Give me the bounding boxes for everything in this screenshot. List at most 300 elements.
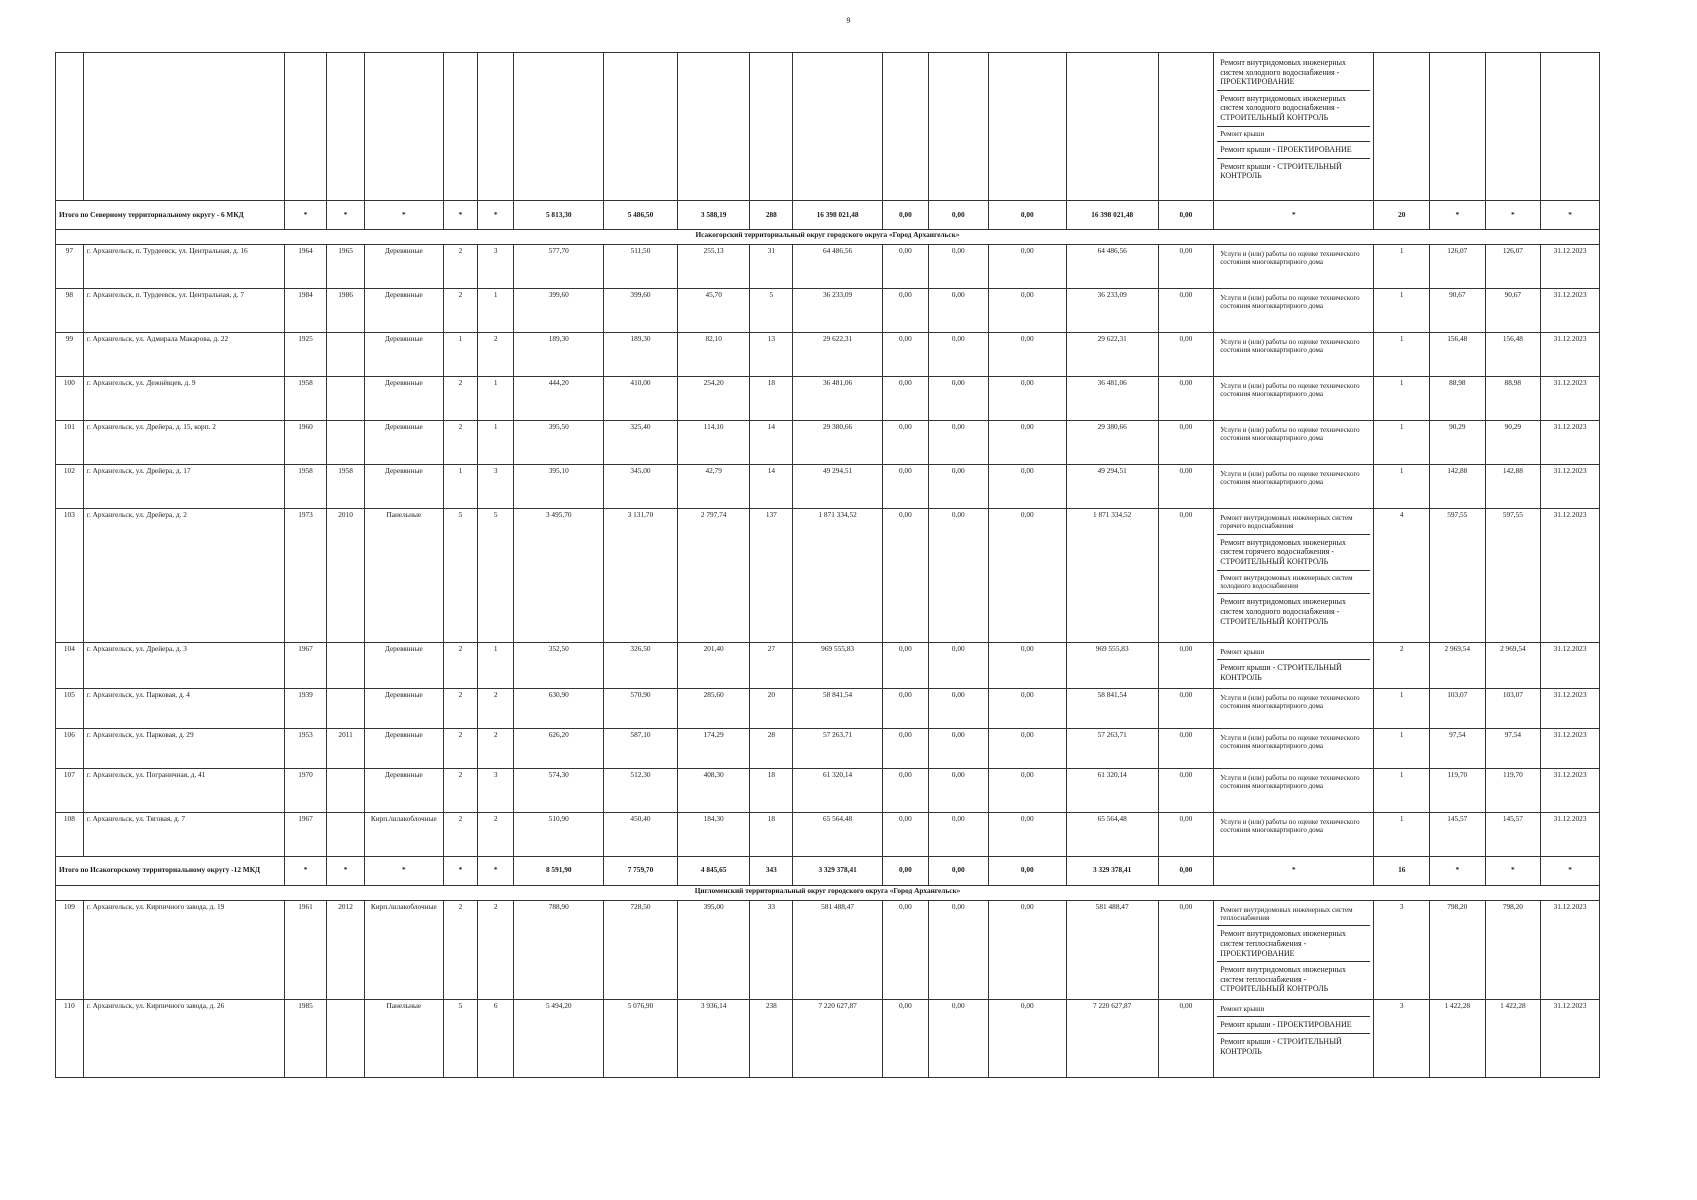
total-area: 5 813,30 (514, 201, 604, 230)
entrances: 3 (478, 768, 514, 812)
empty-cell (988, 53, 1066, 201)
empty-cell (1430, 53, 1486, 201)
building-address: г. Архангельск, ул. Дежнёвцев, д. 9 (83, 377, 284, 421)
work-item: Услуги и (или) работы по оценке технического состояния многоквартирного дома (1220, 693, 1360, 710)
total-area: 630,90 (514, 688, 604, 728)
federal-funds: 0,00 (882, 377, 928, 421)
floors: 2 (443, 421, 477, 465)
residents: 343 (750, 856, 793, 885)
work-count: 1 (1374, 768, 1430, 812)
wall-material: Деревянные (364, 421, 443, 465)
last-repair-year: * (327, 201, 364, 230)
work-item: Ремонт внутридомовых инженерных систем холодного водоснабжения - СТРОИТЕЛЬНЫЙ КОНТРОЛЬ (1220, 597, 1347, 626)
table-row (56, 812, 1600, 856)
floors: 2 (443, 900, 477, 999)
entrances: 2 (478, 728, 514, 768)
work-item: Ремонт внутридомовых инженерных систем горячего водоснабжения (1217, 511, 1370, 535)
work-item: Услуги и (или) работы по оценке технического состояния многоквартирного дома (1220, 733, 1360, 750)
residential-area: 82,10 (677, 333, 750, 377)
unit-cost: * (1430, 201, 1486, 230)
table-row (56, 289, 1600, 333)
residential-area: 174,29 (677, 728, 750, 768)
repair-cost: 36 481,06 (793, 377, 883, 421)
empty-cell (83, 53, 284, 201)
total-label: Итого по Исакогорскому территориальному округу -12 МКД (56, 856, 285, 885)
commission-year: 1984 (284, 289, 327, 333)
total-area: 3 495,70 (514, 509, 604, 643)
work-item: Услуги и (или) работы по оценке технического состояния многоквартирного дома (1220, 294, 1360, 311)
federal-funds: 0,00 (882, 201, 928, 230)
other-funds: 0,00 (1158, 333, 1214, 377)
row-number: 99 (56, 333, 84, 377)
work-count: 2 (1374, 643, 1430, 689)
unit-cost: 1 422,28 (1430, 999, 1486, 1077)
other-funds: 0,00 (1158, 377, 1214, 421)
max-unit-cost: 1 422,28 (1485, 999, 1541, 1077)
other-funds: 0,00 (1158, 421, 1214, 465)
empty-cell (327, 53, 364, 201)
wall-material: Деревянные (364, 289, 443, 333)
row-number: 104 (56, 643, 84, 689)
commission-year: 1967 (284, 812, 327, 856)
residential-area: 184,30 (677, 812, 750, 856)
row-number: 101 (56, 421, 84, 465)
works-list (1214, 643, 1374, 689)
building-address: г. Архангельск, ул. Дрейера, д. 17 (83, 465, 284, 509)
residents: 33 (750, 900, 793, 999)
completion-date: 31.12.2023 (1541, 289, 1600, 333)
table-row (56, 465, 1600, 509)
row-number: 108 (56, 812, 84, 856)
regional-funds: 0,00 (928, 421, 988, 465)
repair-cost: 581 488,47 (793, 900, 883, 999)
row-number: 98 (56, 289, 84, 333)
district-title: Цигломенский территориальный округ городского округа «Город Архангельск» (56, 885, 1600, 900)
owner-funds: 61 320,14 (1066, 768, 1158, 812)
federal-funds: 0,00 (882, 289, 928, 333)
repair-cost: 7 220 627,87 (793, 999, 883, 1077)
building-address: г. Архангельск, ул. Кирпичного завода, д. 26 (83, 999, 284, 1077)
unit-cost: 798,20 (1430, 900, 1486, 999)
building-address: г. Архангельск, ул. Дрейера, д. 15, корп. 2 (83, 421, 284, 465)
regional-funds: 0,00 (928, 728, 988, 768)
table-row (56, 421, 1600, 465)
repair-cost: 58 841,54 (793, 688, 883, 728)
empty-cell (478, 53, 514, 201)
owner-funds: 16 398 021,48 (1066, 201, 1158, 230)
floors: 2 (443, 812, 477, 856)
regional-funds: 0,00 (928, 245, 988, 289)
other-funds: 0,00 (1158, 201, 1214, 230)
residents: 31 (750, 245, 793, 289)
works-list (1214, 900, 1374, 999)
residential-area: 285,60 (677, 688, 750, 728)
total-area: 788,90 (514, 900, 604, 999)
max-unit-cost: 126,07 (1485, 245, 1541, 289)
continued-row (56, 53, 1600, 201)
max-unit-cost: * (1485, 201, 1541, 230)
work-item: Ремонт крыши - ПРОЕКТИРОВАНИЕ (1217, 142, 1370, 159)
table-row (56, 643, 1600, 689)
max-unit-cost: 145,57 (1485, 812, 1541, 856)
owner-funds: 1 871 334,52 (1066, 509, 1158, 643)
building-address: г. Архангельск, ул. Парковая, д. 4 (83, 688, 284, 728)
work-item: Ремонт крыши - ПРОЕКТИРОВАНИЕ (1217, 1017, 1370, 1034)
floors: 1 (443, 333, 477, 377)
residential-area: 201,40 (677, 643, 750, 689)
works-list (1214, 289, 1374, 333)
commission-year: 1939 (284, 688, 327, 728)
completion-date: 31.12.2023 (1541, 688, 1600, 728)
repair-cost: 36 233,09 (793, 289, 883, 333)
max-unit-cost: 90,29 (1485, 421, 1541, 465)
building-address: г. Архангельск, п. Турдеевск, ул. Центральная, д. 16 (83, 245, 284, 289)
federal-funds: 0,00 (882, 465, 928, 509)
entrances: 3 (478, 465, 514, 509)
regional-funds: 0,00 (928, 856, 988, 885)
residential-area: 408,30 (677, 768, 750, 812)
total-area: 5 494,20 (514, 999, 604, 1077)
owner-funds: 581 488,47 (1066, 900, 1158, 999)
total-area: 399,60 (514, 289, 604, 333)
municipal-funds: 0,00 (988, 465, 1066, 509)
works-list (1214, 245, 1374, 289)
repair-cost: 57 263,71 (793, 728, 883, 768)
total-area: 352,50 (514, 643, 604, 689)
residents: 14 (750, 465, 793, 509)
work-item: Ремонт внутридомовых инженерных систем холодного водоснабжения - СТРОИТЕЛЬНЫЙ КОНТРОЛЬ (1217, 91, 1370, 127)
last-repair-year: 2012 (327, 900, 364, 999)
other-funds: 0,00 (1158, 688, 1214, 728)
municipal-funds: 0,00 (988, 768, 1066, 812)
residential-area: 42,79 (677, 465, 750, 509)
other-funds: 0,00 (1158, 643, 1214, 689)
empty-cell (284, 53, 327, 201)
residential-area: 45,70 (677, 289, 750, 333)
completion-date: 31.12.2023 (1541, 421, 1600, 465)
repair-cost: 16 398 021,48 (793, 201, 883, 230)
premises-area: 325,40 (604, 421, 678, 465)
unit-cost: 97,54 (1430, 728, 1486, 768)
municipal-funds: 0,00 (988, 421, 1066, 465)
federal-funds: 0,00 (882, 333, 928, 377)
work-item: Услуги и (или) работы по оценке технического состояния многоквартирного дома (1220, 817, 1360, 834)
last-repair-year: 1958 (327, 465, 364, 509)
last-repair-year (327, 999, 364, 1077)
empty-cell (1066, 53, 1158, 201)
wall-material: Панельные (364, 509, 443, 643)
floors: 2 (443, 289, 477, 333)
work-item: Ремонт крыши (1217, 645, 1370, 660)
premises-area: 326,50 (604, 643, 678, 689)
wall-material: Деревянные (364, 333, 443, 377)
works-list (1214, 53, 1374, 201)
commission-year: 1961 (284, 900, 327, 999)
work-type: * (1214, 856, 1374, 885)
residents: 27 (750, 643, 793, 689)
table-row (56, 333, 1600, 377)
empty-cell (750, 53, 793, 201)
regional-funds: 0,00 (928, 999, 988, 1077)
wall-material: Деревянные (364, 643, 443, 689)
work-item: Ремонт внутридомовых инженерных систем теплоснабжения - ПРОЕКТИРОВАНИЕ (1217, 926, 1370, 962)
completion-date: 31.12.2023 (1541, 768, 1600, 812)
work-count: 1 (1374, 245, 1430, 289)
premises-area: 7 759,70 (604, 856, 678, 885)
municipal-funds: 0,00 (988, 509, 1066, 643)
other-funds: 0,00 (1158, 289, 1214, 333)
premises-area: 3 131,70 (604, 509, 678, 643)
floors: * (443, 201, 477, 230)
max-unit-cost: 119,70 (1485, 768, 1541, 812)
residential-area: 3 588,19 (677, 201, 750, 230)
work-count: 4 (1374, 509, 1430, 643)
empty-cell (1158, 53, 1214, 201)
residential-area: 395,00 (677, 900, 750, 999)
floors: 2 (443, 377, 477, 421)
residential-area: 3 936,14 (677, 999, 750, 1077)
last-repair-year (327, 421, 364, 465)
municipal-funds: 0,00 (988, 728, 1066, 768)
premises-area: 587,10 (604, 728, 678, 768)
works-list (1214, 421, 1374, 465)
other-funds: 0,00 (1158, 768, 1214, 812)
municipal-funds: 0,00 (988, 688, 1066, 728)
last-repair-year (327, 333, 364, 377)
total-area: 8 591,90 (514, 856, 604, 885)
floors: 2 (443, 688, 477, 728)
residents: 18 (750, 377, 793, 421)
last-repair-year: 2011 (327, 728, 364, 768)
works-list (1214, 728, 1374, 768)
owner-funds: 64 486,56 (1066, 245, 1158, 289)
max-unit-cost: 103,07 (1485, 688, 1541, 728)
regional-funds: 0,00 (928, 377, 988, 421)
residents: 5 (750, 289, 793, 333)
table-row (56, 509, 1600, 643)
residents: 20 (750, 688, 793, 728)
work-item: Ремонт крыши (1217, 127, 1370, 142)
max-unit-cost: 142,88 (1485, 465, 1541, 509)
residents: 288 (750, 201, 793, 230)
row-number: 97 (56, 245, 84, 289)
work-item: Ремонт крыши (1217, 1002, 1370, 1017)
empty-cell (793, 53, 883, 201)
federal-funds: 0,00 (882, 728, 928, 768)
total-area: 574,30 (514, 768, 604, 812)
owner-funds: 49 294,51 (1066, 465, 1158, 509)
entrances: 3 (478, 245, 514, 289)
completion-date: 31.12.2023 (1541, 465, 1600, 509)
building-address: г. Архангельск, ул. Тяговая, д. 7 (83, 812, 284, 856)
other-funds: 0,00 (1158, 812, 1214, 856)
regional-funds: 0,00 (928, 900, 988, 999)
work-type: * (1214, 201, 1374, 230)
last-repair-year (327, 688, 364, 728)
owner-funds: 36 481,06 (1066, 377, 1158, 421)
table-row (56, 688, 1600, 728)
row-number: 100 (56, 377, 84, 421)
table-row (56, 900, 1600, 999)
building-address: г. Архангельск, ул. Дрейера, д. 3 (83, 643, 284, 689)
owner-funds: 7 220 627,87 (1066, 999, 1158, 1077)
work-item: Услуги и (или) работы по оценке технического состояния многоквартирного дома (1220, 338, 1360, 355)
unit-cost: 90,67 (1430, 289, 1486, 333)
max-unit-cost: 90,67 (1485, 289, 1541, 333)
regional-funds: 0,00 (928, 201, 988, 230)
municipal-funds: 0,00 (988, 643, 1066, 689)
regional-funds: 0,00 (928, 812, 988, 856)
commission-year: 1958 (284, 465, 327, 509)
work-item: Ремонт внутридомовых инженерных систем холодного водоснабжения - ПРОЕКТИРОВАНИЕ (1217, 55, 1370, 91)
max-unit-cost: 88,98 (1485, 377, 1541, 421)
work-item: Ремонт внутридомовых инженерных систем теплоснабжения (1217, 903, 1370, 927)
completion-date: 31.12.2023 (1541, 333, 1600, 377)
owner-funds: 3 329 378,41 (1066, 856, 1158, 885)
empty-cell (443, 53, 477, 201)
works-list (1214, 688, 1374, 728)
unit-cost: 119,70 (1430, 768, 1486, 812)
empty-cell (56, 53, 84, 201)
unit-cost: 90,29 (1430, 421, 1486, 465)
federal-funds: 0,00 (882, 999, 928, 1077)
residential-area: 114,10 (677, 421, 750, 465)
unit-cost: 156,48 (1430, 333, 1486, 377)
commission-year: 1970 (284, 768, 327, 812)
row-number: 105 (56, 688, 84, 728)
entrances: 2 (478, 333, 514, 377)
total-area: 577,70 (514, 245, 604, 289)
premises-area: 5 486,50 (604, 201, 678, 230)
owner-funds: 29 380,66 (1066, 421, 1158, 465)
building-address: г. Архангельск, ул. Пограничная, д. 41 (83, 768, 284, 812)
empty-cell (882, 53, 928, 201)
table-row (56, 768, 1600, 812)
total-area: 189,30 (514, 333, 604, 377)
repair-cost: 29 622,31 (793, 333, 883, 377)
entrances: 6 (478, 999, 514, 1077)
regional-funds: 0,00 (928, 768, 988, 812)
municipal-funds: 0,00 (988, 333, 1066, 377)
premises-area: 399,60 (604, 289, 678, 333)
entrances: * (478, 856, 514, 885)
table-row (56, 999, 1600, 1077)
municipal-funds: 0,00 (988, 812, 1066, 856)
repair-cost: 3 329 378,41 (793, 856, 883, 885)
residents: 238 (750, 999, 793, 1077)
premises-area: 189,30 (604, 333, 678, 377)
row-number: 109 (56, 900, 84, 999)
federal-funds: 0,00 (882, 643, 928, 689)
residential-area: 255,13 (677, 245, 750, 289)
completion-date: 31.12.2023 (1541, 999, 1600, 1077)
max-unit-cost: 156,48 (1485, 333, 1541, 377)
completion-date: 31.12.2023 (1541, 377, 1600, 421)
owner-funds: 969 555,83 (1066, 643, 1158, 689)
completion-date: 31.12.2023 (1541, 728, 1600, 768)
unit-cost: * (1430, 856, 1486, 885)
residents: 14 (750, 421, 793, 465)
work-item: Ремонт крыши - СТРОИТЕЛЬНЫЙ КОНТРОЛЬ (1220, 161, 1342, 181)
unit-cost: 88,98 (1430, 377, 1486, 421)
unit-cost: 126,07 (1430, 245, 1486, 289)
work-count: 1 (1374, 333, 1430, 377)
other-funds: 0,00 (1158, 465, 1214, 509)
commission-year: 1960 (284, 421, 327, 465)
repair-cost: 29 380,66 (793, 421, 883, 465)
empty-cell (364, 53, 443, 201)
work-item: Услуги и (или) работы по оценке технического состояния многоквартирного дома (1220, 470, 1360, 487)
premises-area: 570,90 (604, 688, 678, 728)
federal-funds: 0,00 (882, 900, 928, 999)
district-title: Исакогорский территориальный округ городского округа «Город Архангельск» (56, 230, 1600, 245)
premises-area: 5 076,90 (604, 999, 678, 1077)
max-unit-cost: 2 969,54 (1485, 643, 1541, 689)
regional-funds: 0,00 (928, 688, 988, 728)
work-item: Ремонт крыши - СТРОИТЕЛЬНЫЙ КОНТРОЛЬ (1220, 1036, 1342, 1056)
entrances: 5 (478, 509, 514, 643)
entrances: * (478, 201, 514, 230)
repair-cost: 64 486,56 (793, 245, 883, 289)
federal-funds: 0,00 (882, 856, 928, 885)
empty-cell (1374, 53, 1430, 201)
federal-funds: 0,00 (882, 812, 928, 856)
work-count: 1 (1374, 688, 1430, 728)
max-unit-cost: 597,55 (1485, 509, 1541, 643)
federal-funds: 0,00 (882, 688, 928, 728)
owner-funds: 65 564,48 (1066, 812, 1158, 856)
residents: 18 (750, 768, 793, 812)
municipal-funds: 0,00 (988, 245, 1066, 289)
works-list (1214, 465, 1374, 509)
wall-material: Деревянные (364, 688, 443, 728)
work-count: 1 (1374, 812, 1430, 856)
owner-funds: 57 263,71 (1066, 728, 1158, 768)
work-count: 3 (1374, 999, 1430, 1077)
empty-cell (1541, 53, 1600, 201)
regional-funds: 0,00 (928, 289, 988, 333)
repair-cost: 969 555,83 (793, 643, 883, 689)
commission-year: 1967 (284, 643, 327, 689)
repair-cost: 49 294,51 (793, 465, 883, 509)
register-body (56, 53, 1600, 1078)
owner-funds: 58 841,54 (1066, 688, 1158, 728)
works-list (1214, 999, 1374, 1077)
owner-funds: 36 233,09 (1066, 289, 1158, 333)
empty-cell (928, 53, 988, 201)
wall-material: Деревянные (364, 377, 443, 421)
premises-area: 512,30 (604, 768, 678, 812)
residential-area: 4 845,65 (677, 856, 750, 885)
building-address: г. Архангельск, ул. Дрейера, д. 2 (83, 509, 284, 643)
last-repair-year (327, 768, 364, 812)
other-funds: 0,00 (1158, 900, 1214, 999)
work-count: 1 (1374, 377, 1430, 421)
total-area: 395,50 (514, 421, 604, 465)
commission-year: 1953 (284, 728, 327, 768)
district-total-row (56, 856, 1600, 885)
work-item: Услуги и (или) работы по оценке технического состояния многоквартирного дома (1220, 250, 1360, 267)
unit-cost: 145,57 (1430, 812, 1486, 856)
row-number: 107 (56, 768, 84, 812)
work-item: Ремонт крыши - СТРОИТЕЛЬНЫЙ КОНТРОЛЬ (1220, 663, 1342, 682)
empty-cell (677, 53, 750, 201)
premises-area: 450,40 (604, 812, 678, 856)
max-unit-cost: 97,54 (1485, 728, 1541, 768)
work-item: Услуги и (или) работы по оценке технического состояния многоквартирного дома (1220, 382, 1360, 399)
row-number: 110 (56, 999, 84, 1077)
wall-material: Кирп./шлакоблочные (364, 812, 443, 856)
